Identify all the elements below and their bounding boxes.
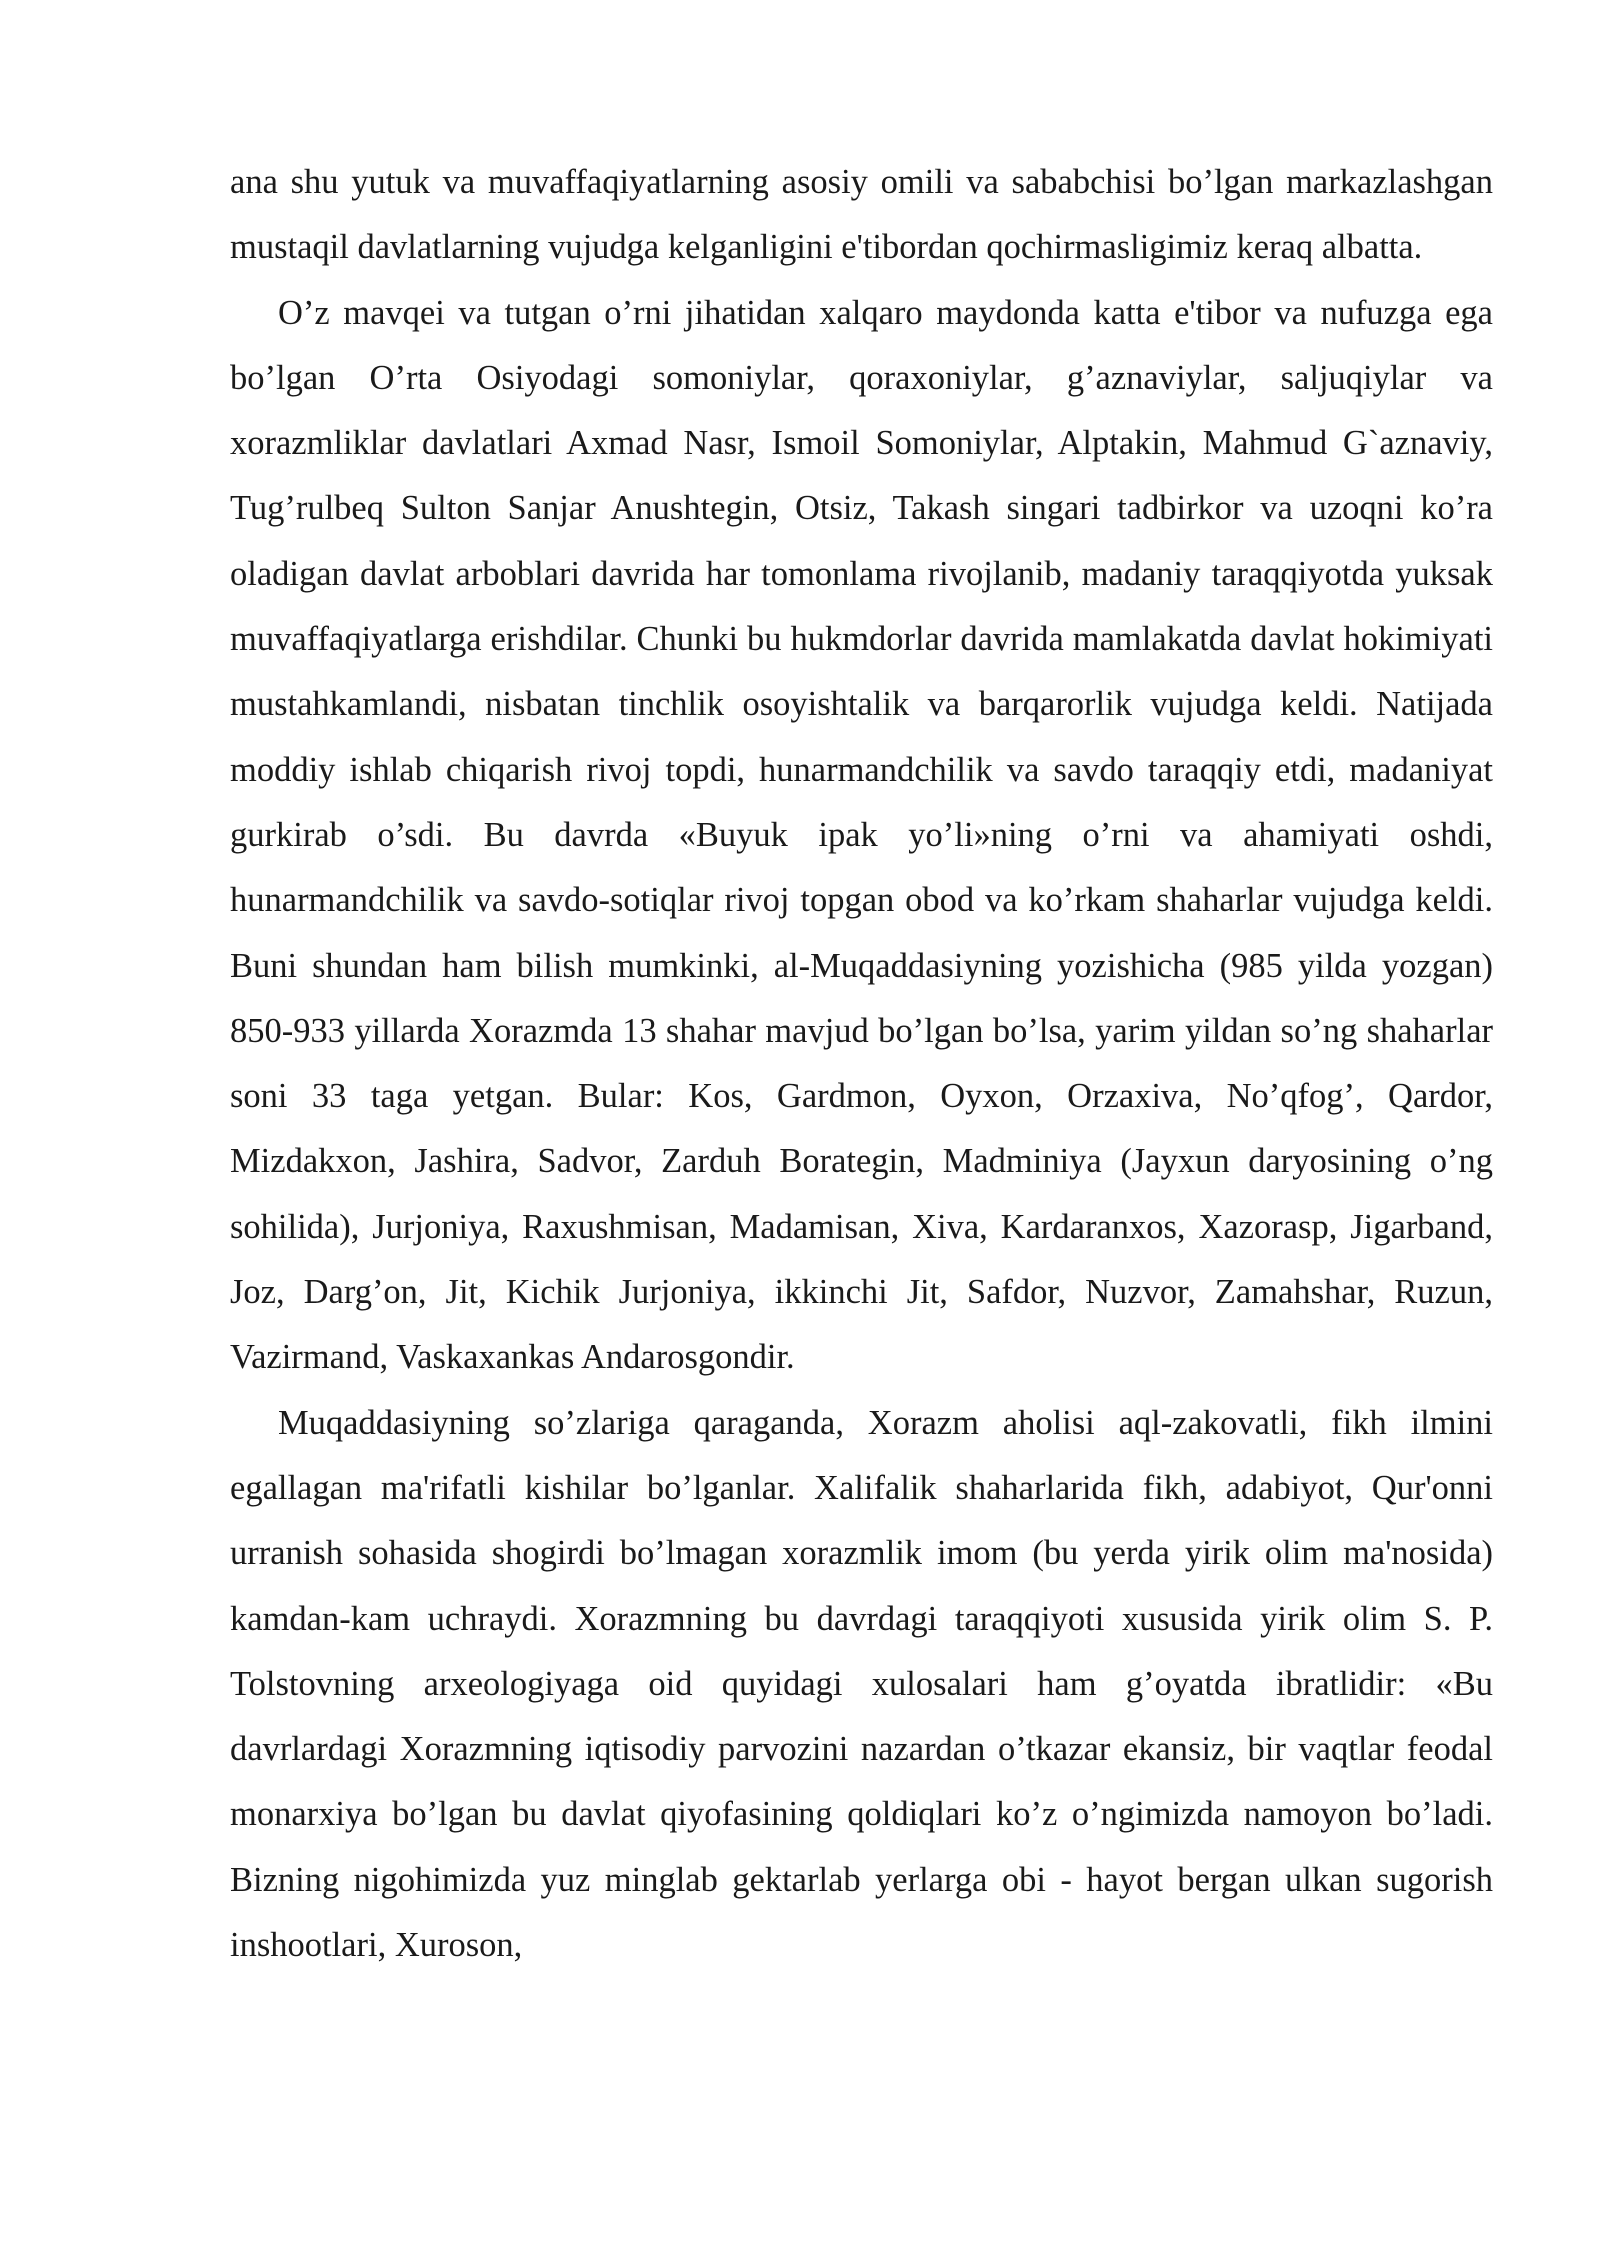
document-page	[230, 150, 1493, 1978]
paragraph-states-overview: O’z mavqei va tutgan o’rni jihatidan xalqaro maydonda katta e'tibor va nufuzga ega bo’lgan O’rta Osiyodagi somoniylar, qoraxoniylar, g’aznaviylar, saljuqiylar va xorazmliklar davlatlari Axmad Nasr, Ismoil Somoniylar, Alptakin, Mahmud G`aznaviy, Tug’rulbeq Sulton Sanjar Anushtegin, Otsiz, Takash singari tadbirkor va uzoqni ko’ra oladigan davlat arboblari davrida har tomonlama rivojlanib, madaniy taraqqiyotda yuksak muvaffaqiyatlarga erishdilar. Chunki bu hukmdorlar davrida mamlakatda davlat hokimiyati mustahkamlandi, nisbatan tinchlik osoyishtalik va barqarorlik vujudga keldi. Natijada moddiy ishlab chiqarish rivoj topdi, hunarmandchilik va savdo taraqqiy etdi, madaniyat gurkirab o’sdi. Bu davrda «Buyuk ipak yo’li»ning o’rni va ahamiyati oshdi, hunarmandchilik va savdo-sotiqlar rivoj topgan obod va ko’rkam shaharlar vujudga keldi. Buni shundan ham bilish mumkinki, al-Muqaddasiyning yozishicha (985 yilda yozgan) 850-933 yillarda Xorazmda 13 shahar mavjud bo’lgan bo’lsa, yarim yildan so’ng shaharlar soni 33 taga yetgan. Bular: Kos, Gardmon, Oyxon, Orzaxiva, No’qfog’, Qardor, Mizdakxon, Jashira, Sadvor, Zarduh Borategin, Madminiya (Jayxun daryosining o’ng sohilida), Jurjoniya, Raxushmisan, Madamisan, Xiva, Kardaranxos, Xazorasp, Jigarband, Joz, Darg’on, Jit, Kichik Jurjoniya, ikkinchi Jit, Safdor, Nuzvor, Zamahshar, Ruzun, Vazirmand, Vaskaxankas Andarosgondir.	[230, 293, 1493, 1377]
paragraph-continuation: ana shu yutuk va muvaffaqiyatlarning asosiy omili va sababchisi bo’lgan markazlashgan mustaqil davlatlarning vujudga kelganligini e'tibordan qochirmasligimiz keraq albatta.	[230, 163, 1493, 267]
paragraph-muqaddasiy-account: Muqaddasiyning so’zlariga qaraganda, Xorazm aholisi aql-zakovatli, fikh ilmini egallagan ma'rifatli kishilar bo’lganlar. Xalifalik shaharlarida fikh, adabiyot, Qur'onni urranish sohasida shogirdi bo’lmagan xorazmlik imom (bu yerda yirik olim ma'nosida) kamdan-kam uchraydi. Xorazmning bu davrdagi taraqqiyoti xususida yirik olim S. P. Tolstovning arxeologiyaga oid quyidagi xulosalari ham g’oyatda ibratlidir: «Bu davrlardagi Xorazmning iqtisodiy parvozini nazardan o’tkazar ekansiz, bir vaqtlar feodal monarxiya bo’lgan bu davlat qiyofasining qoldiqlari ko’z o’ngimizda namoyon bo’ladi. Bizning nigohimizda yuz minglab gektarlab yerlarga obi - hayot bergan ulkan sugorish inshootlari, Xuroson,	[230, 1403, 1493, 1965]
